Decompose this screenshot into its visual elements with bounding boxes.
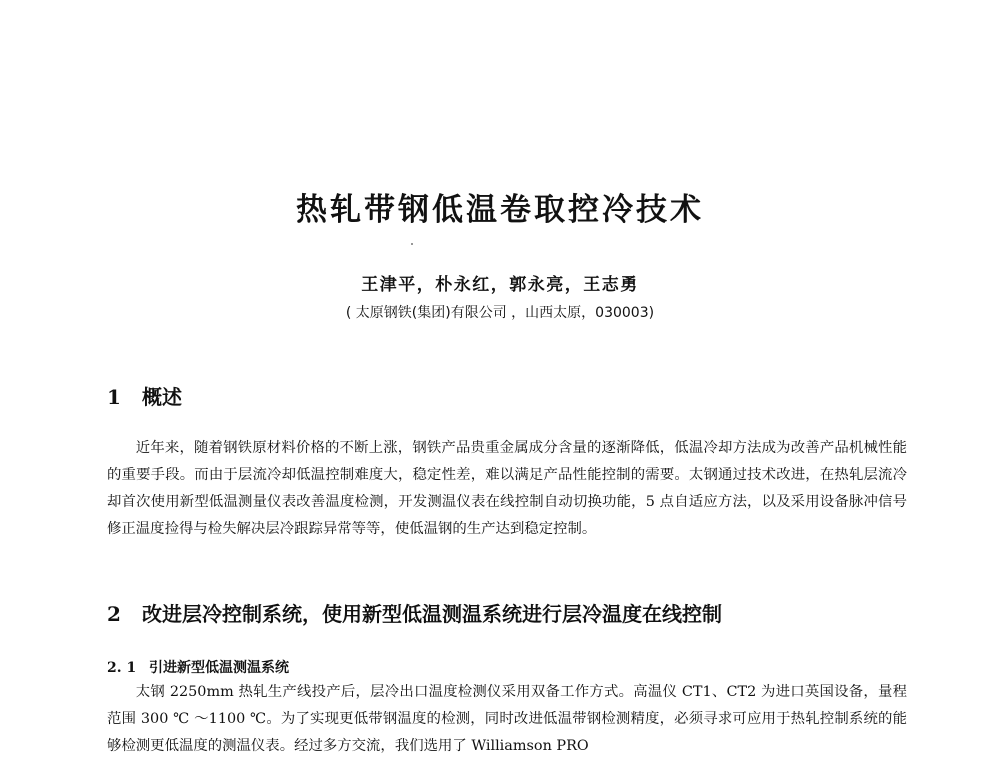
section-2-heading: [107, 598, 722, 627]
subsection-2-1-paragraph: 太钢 2250mm 热轧生产线投产后，层冷出口温度检测仪采用双备工作方式。高温仪 CT1、CT2 为进口英国设备，量程范围 300 ℃ ～1100 ℃。为了实现更低带钢温度的检测，同时改进低温带钢检测精度，必须寻求可应用于热轧控制系统的能够检测更低温度的测温仪表。经过多方交流，我们选用了 Williamson PRO: [107, 684, 907, 754]
subsection-2-1-heading: [107, 657, 289, 677]
section-title: 改进层冷控制系统，使用新型低温测温系统进行层冷温度在线控制: [142, 602, 722, 626]
section-number: 2: [107, 602, 121, 626]
author-affiliation: ( 太原钢铁(集团)有限公司 ，山西太原，030003): [345, 305, 655, 321]
section-title: 概述: [142, 385, 182, 409]
section-1-heading: [107, 381, 182, 410]
author-list: 王津平，朴永红，郭永亮，王志勇: [361, 275, 639, 295]
subsection-number: 2. 1: [107, 660, 137, 676]
section-1-paragraph: 近年来，随着钢铁原材料价格的不断上涨，钢铁产品贵重金属成分含量的逐渐降低，低温冷却方法成为改善产品机械性能的重要手段。而由于层流冷却低温控制难度大，稳定性差，难以满足产品性能控制的需要。太钢通过技术改进，在热轧层流冷却首次使用新型低温测量仪表改善温度检测，开发测温仪表在线控制自动切换功能，5 点自适应方法，以及采用设备脉冲信号修正温度捡得与检失解决层冷跟踪异常等等，使低温钢的生产达到稳定控制。: [107, 440, 907, 537]
scan-speck: [411, 243, 413, 245]
paper-title: 热轧带钢低温卷取控冷技术: [296, 192, 704, 228]
section-number: 1: [107, 385, 121, 409]
subsection-title: 引进新型低温测温系统: [149, 660, 289, 676]
